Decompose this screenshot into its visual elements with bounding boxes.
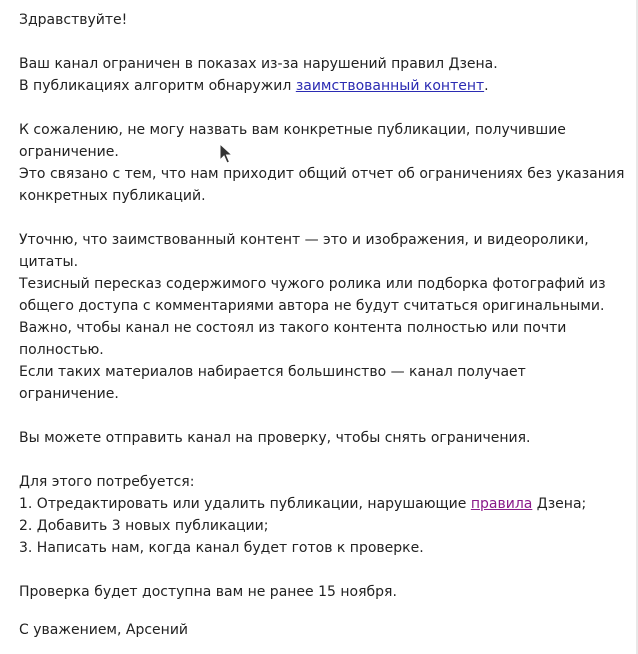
clarification-line: Важно, чтобы канал не состоял из такого контента полностью или почти [19,320,567,336]
mouse-pointer-icon [219,143,233,165]
explanation-line: конкретных публикаций. [19,188,206,204]
borrowed-content-line [19,75,631,97]
signature: С уважением, Арсений [19,622,189,638]
borrowed-content-link[interactable]: заимствованный контент [295,78,485,94]
requirements-intro: Для этого потребуется: [19,474,195,490]
greeting: Здравствуйте! [19,12,128,28]
requirement-item-3: 3. Написать нам, когда канал будет готов к проверке. [19,540,424,556]
clarification-line: Уточню, что заимствованный контент — это и изображения, и видеоролики, [19,232,589,248]
clarification-line: цитаты. [19,254,79,270]
borrowed-content-text: В публикациях алгоритм обнаружил [19,78,296,94]
paragraph-gap [19,559,631,581]
paragraph-gap [19,603,631,619]
email-body [19,9,631,641]
requirement-item-1-tail: Дзена; [532,496,587,512]
clarification-line: общего доступа с комментариями автора не будут считаться оригинальными. [19,298,605,314]
requirement-item-1-text: 1. Отредактировать или удалить публикации, нарушающие [19,496,471,512]
requirement-item-1 [19,493,631,515]
explanation-line: Это связано с тем, что нам приходит общий отчет об ограничениях без указания [19,166,625,182]
clarification-line: полностью. [19,342,104,358]
explanation-line: К сожалению, не могу назвать вам конкретные публикации, получившие [19,122,566,138]
restriction-notice: Ваш канал ограничен в показах из-за нарушений правил Дзена. [19,56,498,72]
paragraph-gap [19,405,631,427]
paragraph-gap [19,31,631,53]
clarification-line: Тезисный пересказ содержимого чужого ролика или подборка фотографий из [19,276,606,292]
clarification-line: Если таких материалов набирается большинство — канал получает [19,364,526,380]
clarification-line: ограничение. [19,386,119,402]
review-note: Вы можете отправить канал на проверку, чтобы снять ограничения. [19,430,531,446]
rules-link[interactable]: правила [470,496,533,512]
explanation-line: ограничение. [19,144,119,160]
paragraph-gap [19,97,631,119]
requirement-item-2: 2. Добавить 3 новых публикации; [19,518,269,534]
paragraph-gap [19,207,631,229]
review-availability: Проверка будет доступна вам не ранее 15 ноября. [19,584,397,600]
borrowed-content-period: . [484,78,489,94]
paragraph-gap [19,449,631,471]
